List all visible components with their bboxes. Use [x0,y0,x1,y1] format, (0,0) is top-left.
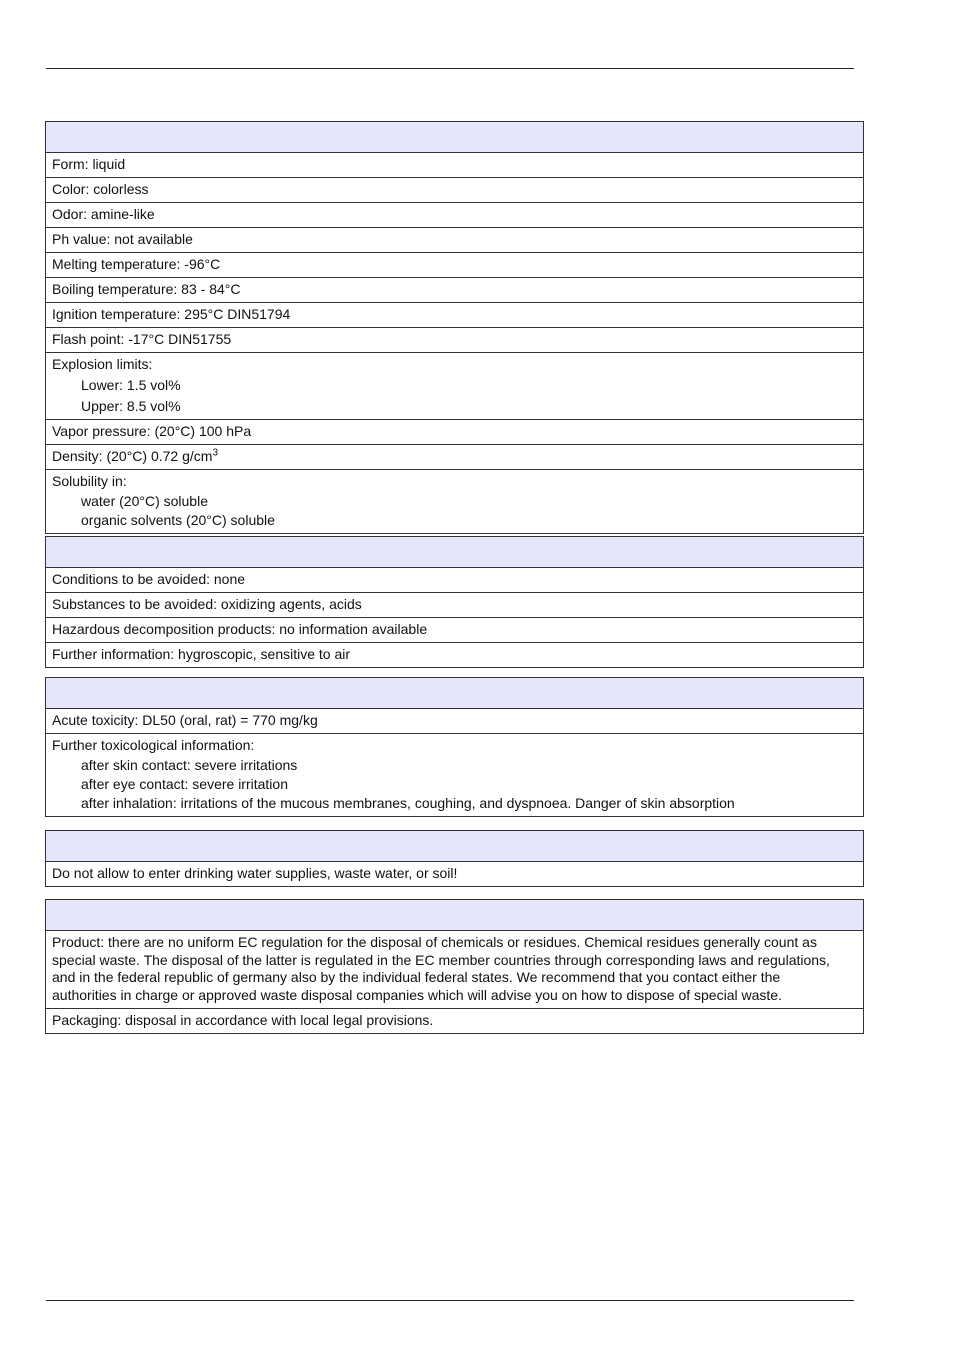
disposal-section-header [46,900,863,931]
further-toxicology-label: Further toxicological information: [52,737,255,753]
header-rule [46,68,854,69]
stability-section-header [46,537,863,568]
eye-contact: after eye contact: severe irritation [81,776,288,792]
solubility-organic: organic solvents (20°C) soluble [81,512,275,528]
disposal-product-line: authorities in charge or approved waste disposal companies which will advise you on how to dispose of special waste. [52,986,782,1003]
decomposition-row: Hazardous decomposition products: no information available [46,617,863,642]
properties-section [45,121,864,534]
acute-toxicity-row: Acute toxicity: DL50 (oral, rat) = 770 mg/kg [52,712,318,728]
stability-section [45,536,864,668]
ecology-section [45,830,864,887]
further-info-row: Further information: hygroscopic, sensitive to air [46,642,863,667]
footer-rule [46,1300,854,1301]
disposal-product-line: Product: there are no uniform EC regulation for the disposal of chemicals or residues. Chemical residues generally count as [52,934,817,950]
toxicology-section [45,677,864,817]
explosion-limits-label: Explosion limits: [52,356,153,372]
density-text: Density: (20°C) 0.72 g/cm [52,448,213,464]
explosion-lower: Lower: 1.5 vol% [81,377,181,393]
properties-section-header [46,122,863,153]
further-toxicology-row [46,733,863,816]
disposal-product-line: special waste. The disposal of the latter is regulated in the EC member countries through corresponding laws and regulations, [52,951,830,968]
solubility-row [46,469,863,533]
odor-row: Odor: amine-like [46,202,863,227]
skin-contact: after skin contact: severe irritations [81,757,298,773]
substances-row: Substances to be avoided: oxidizing agents, acids [46,592,863,617]
boiling-row: Boiling temperature: 83 - 84°C [46,277,863,302]
inhalation: after inhalation: irritations of the mucous membranes, coughing, and dyspnoea. Danger of skin absorption [81,795,735,811]
disposal-product-line: and in the federal republic of germany also by the individual federal states. We recommend that you contact either the [52,969,781,985]
flash-point-row: Flash point: -17°C DIN51755 [46,327,863,352]
disposal-section [45,899,864,1034]
ecology-row: Do not allow to enter drinking water supplies, waste water, or soil! [52,865,458,881]
density-superscript: 3 [212,447,218,459]
form-row: Form: liquid [52,156,126,172]
explosion-upper: Upper: 8.5 vol% [81,398,181,414]
melting-row: Melting temperature: -96°C [46,252,863,277]
density-row [46,444,863,469]
ph-row: Ph value: not available [46,227,863,252]
explosion-limits-row [46,352,863,419]
toxicology-section-header [46,678,863,709]
vapor-pressure-row: Vapor pressure: (20°C) 100 hPa [46,419,863,444]
solubility-water: water (20°C) soluble [81,493,208,509]
color-row: Color: colorless [46,177,863,202]
conditions-row: Conditions to be avoided: none [52,571,246,587]
solubility-label: Solubility in: [52,473,127,489]
ecology-section-header [46,831,863,862]
disposal-product-row [46,931,863,1008]
disposal-packaging-row: Packaging: disposal in accordance with local legal provisions. [46,1008,863,1033]
ignition-row: Ignition temperature: 295°C DIN51794 [46,302,863,327]
